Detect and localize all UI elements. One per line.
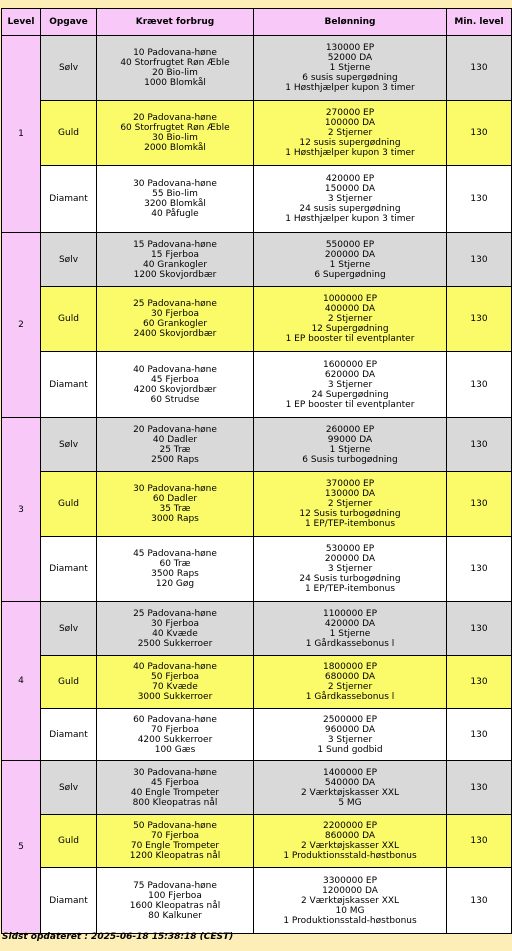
reward-line: 10 MG xyxy=(335,905,365,916)
reward-cell xyxy=(254,602,447,656)
required-line: 120 Gøg xyxy=(155,579,195,589)
required-line: 2400 Skovjordbær xyxy=(133,329,217,339)
task-name-cell: Sølv xyxy=(41,418,97,472)
required-line: 15 Padovana-høne xyxy=(133,239,217,250)
required-line: 30 Bio-lim xyxy=(152,133,198,143)
reward-line: 1400000 EP xyxy=(322,767,378,778)
task-name-cell: Guld xyxy=(41,815,97,868)
reward-cell xyxy=(254,656,447,709)
required-line: 55 Bio-lim xyxy=(152,189,198,199)
task-name-cell: Diamant xyxy=(41,352,97,418)
reward-line: 420000 EP xyxy=(325,174,375,184)
reward-line: 1 Gårdkassebonus l xyxy=(305,638,395,649)
reward-line: 2 Stjerner xyxy=(327,682,373,692)
required-cell xyxy=(97,537,254,602)
required-line: 70 Fjerboa xyxy=(151,831,199,841)
required-line: 80 Kalkuner xyxy=(148,910,202,921)
min-level-cell: 130 xyxy=(447,709,512,761)
required-cell xyxy=(97,761,254,815)
table-row xyxy=(2,352,512,418)
reward-line: 1 Høsthjælper kupon 3 timer xyxy=(285,148,415,158)
reward-cell xyxy=(254,166,447,233)
required-cell xyxy=(97,868,254,934)
reward-cell xyxy=(254,815,447,868)
required-line: 10 Padovana-høne xyxy=(133,48,217,58)
reward-line: 3 Stjerner xyxy=(327,194,373,204)
reward-line: 1 Produktionsstald-høstbonus xyxy=(283,851,417,861)
level-cell: 4 xyxy=(2,602,41,761)
task-name-cell: Sølv xyxy=(41,36,97,101)
min-level-cell: 130 xyxy=(447,602,512,656)
reward-line: 530000 EP xyxy=(325,544,375,554)
required-line: 60 Storfrugtet Røn Æble xyxy=(120,123,230,133)
reward-line: 620000 DA xyxy=(324,369,376,380)
required-line: 45 Fjerboa xyxy=(151,777,199,788)
reward-line: 6 Supergødning xyxy=(314,269,386,280)
min-level-cell: 130 xyxy=(447,36,512,101)
required-line: 50 Fjerboa xyxy=(151,672,199,682)
required-line: 35 Træ xyxy=(159,504,191,514)
reward-cell xyxy=(254,101,447,166)
required-line: 30 Padovana-høne xyxy=(133,179,217,189)
required-cell xyxy=(97,101,254,166)
required-line: 40 Kvæde xyxy=(152,628,198,639)
min-level-cell: 130 xyxy=(447,472,512,537)
required-line: 40 Dadler xyxy=(152,434,198,445)
reward-line: 3 Stjerner xyxy=(327,734,373,745)
level-cell: 1 xyxy=(2,36,41,233)
reward-line: 100000 DA xyxy=(324,118,376,128)
task-table xyxy=(1,8,512,934)
table-body xyxy=(2,36,512,934)
required-cell xyxy=(97,233,254,287)
required-line: 40 Engle Trompeter xyxy=(130,787,220,798)
required-line: 25 Træ xyxy=(159,444,191,455)
required-line: 50 Padovana-høne xyxy=(133,821,217,831)
reward-cell xyxy=(254,418,447,472)
required-line: 30 Padovana-høne xyxy=(133,484,217,494)
min-level-cell: 130 xyxy=(447,352,512,418)
required-line: 3200 Blomkål xyxy=(144,199,206,209)
required-line: 3500 Raps xyxy=(151,569,199,579)
min-level-cell: 130 xyxy=(447,166,512,233)
reward-cell xyxy=(254,537,447,602)
required-line: 60 Træ xyxy=(159,559,191,569)
required-cell xyxy=(97,36,254,101)
reward-line: 1000000 EP xyxy=(322,294,378,304)
task-name-cell: Diamant xyxy=(41,166,97,233)
required-line: 1200 Skovjordbær xyxy=(133,269,217,280)
required-line: 100 Gæs xyxy=(154,744,196,755)
reward-cell xyxy=(254,472,447,537)
required-cell xyxy=(97,656,254,709)
required-line: 20 Bio-lim xyxy=(152,68,198,78)
task-name-cell: Diamant xyxy=(41,537,97,602)
required-line: 800 Kleopatras nål xyxy=(132,797,218,808)
reward-line: 680000 DA xyxy=(324,672,376,682)
required-cell xyxy=(97,287,254,352)
required-line: 40 Padovana-høne xyxy=(133,364,217,375)
reward-line: 24 Supergødning xyxy=(311,389,389,400)
header-task: Opgave xyxy=(41,9,97,36)
task-name-cell: Diamant xyxy=(41,868,97,934)
reward-line: 2 Stjerner xyxy=(327,314,373,324)
reward-line: 1 Produktionsstald-høstbonus xyxy=(283,915,417,926)
required-line: 45 Padovana-høne xyxy=(133,549,217,559)
reward-line: 1200000 DA xyxy=(322,885,378,896)
last-updated: Sidst opdateret : 2025-06-18 15:38:18 (CEST) xyxy=(2,932,234,942)
reward-line: 130000 EP xyxy=(325,43,375,53)
reward-line: 12 Susis turbogødning xyxy=(299,509,401,519)
reward-cell xyxy=(254,761,447,815)
header-row xyxy=(2,9,512,36)
reward-line: 1600000 EP xyxy=(322,359,378,370)
required-line: 3000 Raps xyxy=(151,514,199,524)
reward-cell xyxy=(254,287,447,352)
reward-line: 24 Susis turbogødning xyxy=(299,574,401,584)
required-line: 60 Padovana-høne xyxy=(133,714,217,725)
level-cell: 2 xyxy=(2,233,41,418)
required-line: 30 Padovana-høne xyxy=(133,767,217,778)
required-line: 2000 Blomkål xyxy=(144,143,206,153)
reward-line: 2500000 EP xyxy=(322,714,378,725)
required-line: 30 Fjerboa xyxy=(151,618,199,629)
table-row xyxy=(2,868,512,934)
table-row xyxy=(2,472,512,537)
required-cell xyxy=(97,815,254,868)
reward-line: 200000 DA xyxy=(324,554,376,564)
required-line: 4200 Skovjordbær xyxy=(133,384,217,395)
reward-line: 3 Stjerner xyxy=(327,379,373,390)
required-line: 2500 Sukkerroer xyxy=(137,638,213,649)
required-line: 45 Fjerboa xyxy=(151,374,199,385)
required-line: 60 Dadler xyxy=(152,494,198,504)
reward-line: 99000 DA xyxy=(327,434,373,445)
table-row xyxy=(2,166,512,233)
required-line: 4200 Sukkerroer xyxy=(137,734,213,745)
reward-cell xyxy=(254,36,447,101)
reward-line: 5 MG xyxy=(338,797,362,808)
reward-cell xyxy=(254,233,447,287)
header-required: Krævet forbrug xyxy=(97,9,254,36)
reward-line: 1 Gårdkassebonus l xyxy=(305,692,395,702)
reward-line: 1 Stjerne xyxy=(329,63,371,73)
required-line: 70 Engle Trompeter xyxy=(130,841,220,851)
reward-line: 1 EP/TEP-itembonus xyxy=(304,519,396,529)
table-row xyxy=(2,101,512,166)
reward-line: 550000 EP xyxy=(325,239,375,250)
reward-cell xyxy=(254,709,447,761)
min-level-cell: 130 xyxy=(447,101,512,166)
reward-line: 420000 DA xyxy=(324,618,376,629)
required-line: 20 Padovana-høne xyxy=(133,113,217,123)
reward-line: 540000 DA xyxy=(324,777,376,788)
reward-line: 860000 DA xyxy=(324,831,376,841)
reward-line: 960000 DA xyxy=(324,724,376,735)
min-level-cell: 130 xyxy=(447,418,512,472)
reward-line: 1 Stjerne xyxy=(329,259,371,270)
required-cell xyxy=(97,709,254,761)
reward-line: 3300000 EP xyxy=(322,875,378,886)
required-line: 2500 Raps xyxy=(151,454,199,465)
reward-cell xyxy=(254,868,447,934)
required-line: 3000 Sukkerroer xyxy=(137,692,213,702)
reward-line: 2 Værktøjskasser XXL xyxy=(300,787,400,798)
reward-line: 1 Stjerne xyxy=(329,628,371,639)
required-line: 100 Fjerboa xyxy=(148,890,202,901)
reward-line: 24 susis supergødning xyxy=(299,204,401,214)
reward-line: 3 Stjerner xyxy=(327,564,373,574)
header-min-level: Min. level xyxy=(447,9,512,36)
required-line: 60 Strudse xyxy=(150,394,200,405)
reward-line: 1100000 EP xyxy=(322,608,378,619)
task-name-cell: Guld xyxy=(41,472,97,537)
table-row xyxy=(2,656,512,709)
table-row xyxy=(2,418,512,472)
required-line: 40 Storfrugtet Røn Æble xyxy=(120,58,230,68)
reward-line: 260000 EP xyxy=(325,424,375,435)
reward-line: 52000 DA xyxy=(327,53,373,63)
required-line: 70 Fjerboa xyxy=(151,724,199,735)
reward-line: 400000 DA xyxy=(324,304,376,314)
table-row xyxy=(2,36,512,101)
min-level-cell: 130 xyxy=(447,287,512,352)
task-name-cell: Guld xyxy=(41,656,97,709)
reward-line: 1800000 EP xyxy=(322,662,378,672)
level-cell: 5 xyxy=(2,761,41,934)
required-cell xyxy=(97,352,254,418)
required-line: 30 Fjerboa xyxy=(151,309,199,319)
reward-line: 270000 EP xyxy=(325,108,375,118)
required-line: 25 Padovana-høne xyxy=(133,608,217,619)
task-name-cell: Sølv xyxy=(41,602,97,656)
required-cell xyxy=(97,418,254,472)
reward-line: 1 EP/TEP-itembonus xyxy=(304,584,396,594)
task-name-cell: Guld xyxy=(41,101,97,166)
required-line: 70 Kvæde xyxy=(152,682,198,692)
task-name-cell: Diamant xyxy=(41,709,97,761)
required-line: 20 Padovana-høne xyxy=(133,424,217,435)
required-line: 75 Padovana-høne xyxy=(133,880,217,891)
reward-line: 1 Høsthjælper kupon 3 timer xyxy=(285,214,415,224)
reward-line: 2 Stjerner xyxy=(327,499,373,509)
table-row xyxy=(2,709,512,761)
reward-line: 1 EP booster til eventplanter xyxy=(285,334,415,344)
min-level-cell: 130 xyxy=(447,233,512,287)
reward-cell xyxy=(254,352,447,418)
required-line: 40 Grankogler xyxy=(142,259,208,270)
required-cell xyxy=(97,602,254,656)
reward-line: 1 Stjerne xyxy=(329,444,371,455)
reward-line: 130000 DA xyxy=(324,489,376,499)
reward-line: 2 Værktøjskasser XXL xyxy=(300,895,400,906)
reward-line: 6 Susis turbogødning xyxy=(302,454,398,465)
table-row xyxy=(2,815,512,868)
required-line: 40 Påfugle xyxy=(151,209,199,219)
table-row xyxy=(2,602,512,656)
required-line: 1000 Blomkål xyxy=(144,78,206,88)
min-level-cell: 130 xyxy=(447,761,512,815)
reward-line: 200000 DA xyxy=(324,249,376,260)
reward-line: 1 Høsthjælper kupon 3 timer xyxy=(285,83,415,93)
reward-line: 150000 DA xyxy=(324,184,376,194)
min-level-cell: 130 xyxy=(447,815,512,868)
reward-line: 6 susis supergødning xyxy=(302,73,398,83)
required-line: 1200 Kleopatras nål xyxy=(129,851,221,861)
required-line: 60 Grankogler xyxy=(142,319,208,329)
table-row xyxy=(2,537,512,602)
table-wrapper xyxy=(1,8,512,934)
task-name-cell: Sølv xyxy=(41,233,97,287)
required-line: 1600 Kleopatras nål xyxy=(129,900,221,911)
reward-line: 1 EP booster til eventplanter xyxy=(285,399,415,410)
min-level-cell: 130 xyxy=(447,537,512,602)
min-level-cell: 130 xyxy=(447,868,512,934)
required-line: 25 Padovana-høne xyxy=(133,299,217,309)
required-line: 40 Padovana-høne xyxy=(133,662,217,672)
reward-line: 2 Stjerner xyxy=(327,128,373,138)
reward-line: 12 susis supergødning xyxy=(299,138,401,148)
required-line: 15 Fjerboa xyxy=(151,249,199,260)
required-cell xyxy=(97,472,254,537)
reward-line: 1 Sund godbid xyxy=(317,744,383,755)
reward-line: 2 Værktøjskasser XXL xyxy=(300,841,400,851)
task-name-cell: Guld xyxy=(41,287,97,352)
reward-line: 370000 EP xyxy=(325,479,375,489)
level-cell: 3 xyxy=(2,418,41,602)
table-row xyxy=(2,287,512,352)
min-level-cell: 130 xyxy=(447,656,512,709)
reward-line: 2200000 EP xyxy=(322,821,378,831)
header-level: Level xyxy=(2,9,41,36)
reward-line: 12 Supergødning xyxy=(311,324,389,334)
header-reward: Belønning xyxy=(254,9,447,36)
table-row xyxy=(2,761,512,815)
table-row xyxy=(2,233,512,287)
required-cell xyxy=(97,166,254,233)
task-name-cell: Sølv xyxy=(41,761,97,815)
